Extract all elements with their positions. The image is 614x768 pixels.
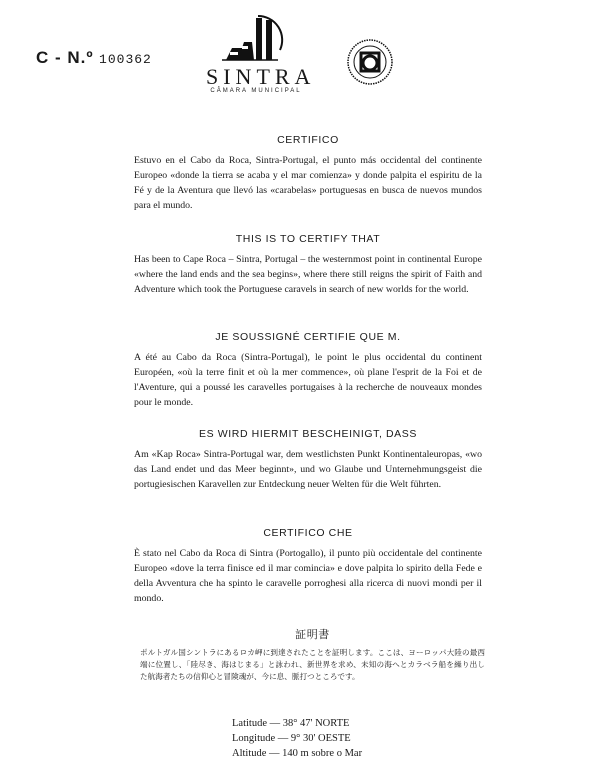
altitude: Altitude — 140 m sobre o Mar bbox=[232, 748, 363, 759]
heading-german: ES WIRD HIERMIT BESCHEINIGT, DASS bbox=[199, 428, 417, 440]
text-german: Am «Kap Roca» Sintra-Portugal war, dem westlichsten Punkt Kontinentaleuropas, «wo das Land endet und das Meer beginnt», und wo Glaube und Unternehmungsgeist die portugiesischen Karavellen zur Entdeckung neuer Welten für die Welt führten. bbox=[134, 449, 482, 490]
logo-name: SINTRA bbox=[206, 64, 316, 89]
section-italian bbox=[134, 527, 482, 606]
section-japanese bbox=[140, 626, 485, 683]
text-italian: È stato nel Cabo da Roca di Sintra (Portogallo), il punto più occidentale del continente Europeo «dove la terra finisce ed il mar comincia» e dove palpita lo spirito della Fede e della Avventura che ha spinto le caravelle porroghesi alla ricerca di nuovi mondi per il mondo. bbox=[134, 548, 482, 604]
section-german bbox=[134, 428, 482, 492]
longitude: Longitude — 9° 30' OESTE bbox=[232, 733, 351, 744]
heading-spanish: CERTIFICO bbox=[277, 134, 339, 146]
text-french: A été au Cabo da Roca (Sintra-Portugal), le point le plus occidental du continent Européen, «où la terre finit et où la mer commence», où plane l'esprit de la Foi et de l'Aventure, qui a poussé les caravelles portugaises à la recherche de nouveaux mondes pour le monde. bbox=[134, 352, 482, 408]
section-french bbox=[134, 331, 482, 410]
logo-subtitle: CÂMARA MUNICIPAL bbox=[210, 88, 302, 94]
latitude: Latitude — 38° 47' NORTE bbox=[232, 718, 350, 729]
sintra-palace-icon bbox=[218, 14, 294, 64]
coordinates bbox=[232, 716, 362, 761]
serial-prefix: C - N.º bbox=[36, 48, 94, 67]
heading-japanese: 証明書 bbox=[295, 628, 330, 641]
heading-french: JE SOUSSIGNÉ CERTIFIE QUE M. bbox=[215, 331, 401, 343]
text-english: Has been to Cape Roca – Sintra, Portugal – the westernmost point in continental Europe «where the land ends and the sea begins», where there still reigns the spirit of Faith and Adventure which took the Portuguese caravels in search of new worlds for the world. bbox=[134, 254, 482, 295]
section-spanish bbox=[134, 134, 482, 213]
sintra-logo bbox=[206, 14, 316, 94]
heading-english: THIS IS TO CERTIFY THAT bbox=[235, 233, 381, 245]
text-japanese: ポルトガル国シントラにあるロカ岬に到達されたことを証明します。ここは、ヨーロッパ大陸の最西端に位置し、「陸尽き、海はじまる」と詠われ、新世界を求め、未知の海へとカラベラ船を繰り出した航海者たちの信仰心と冒険魂が、今に息、脈打つところです。 bbox=[140, 648, 485, 681]
text-spanish: Estuvo en el Cabo da Roca, Sintra-Portugal, el punto más occidental del continente Europeo «donde la tierra se acaba y el mar comienza» y donde palpita el espiritu de la Fé y de la Aventura que llevó las «carabelas» portuguesas en busca de nuevos mundos para el mundo. bbox=[134, 155, 482, 211]
certificate-number bbox=[36, 48, 152, 68]
world-heritage-emblem-icon bbox=[346, 38, 394, 86]
heading-italian: CERTIFICO CHE bbox=[263, 527, 353, 539]
serial-number: 100362 bbox=[99, 52, 152, 67]
section-english bbox=[134, 233, 482, 297]
